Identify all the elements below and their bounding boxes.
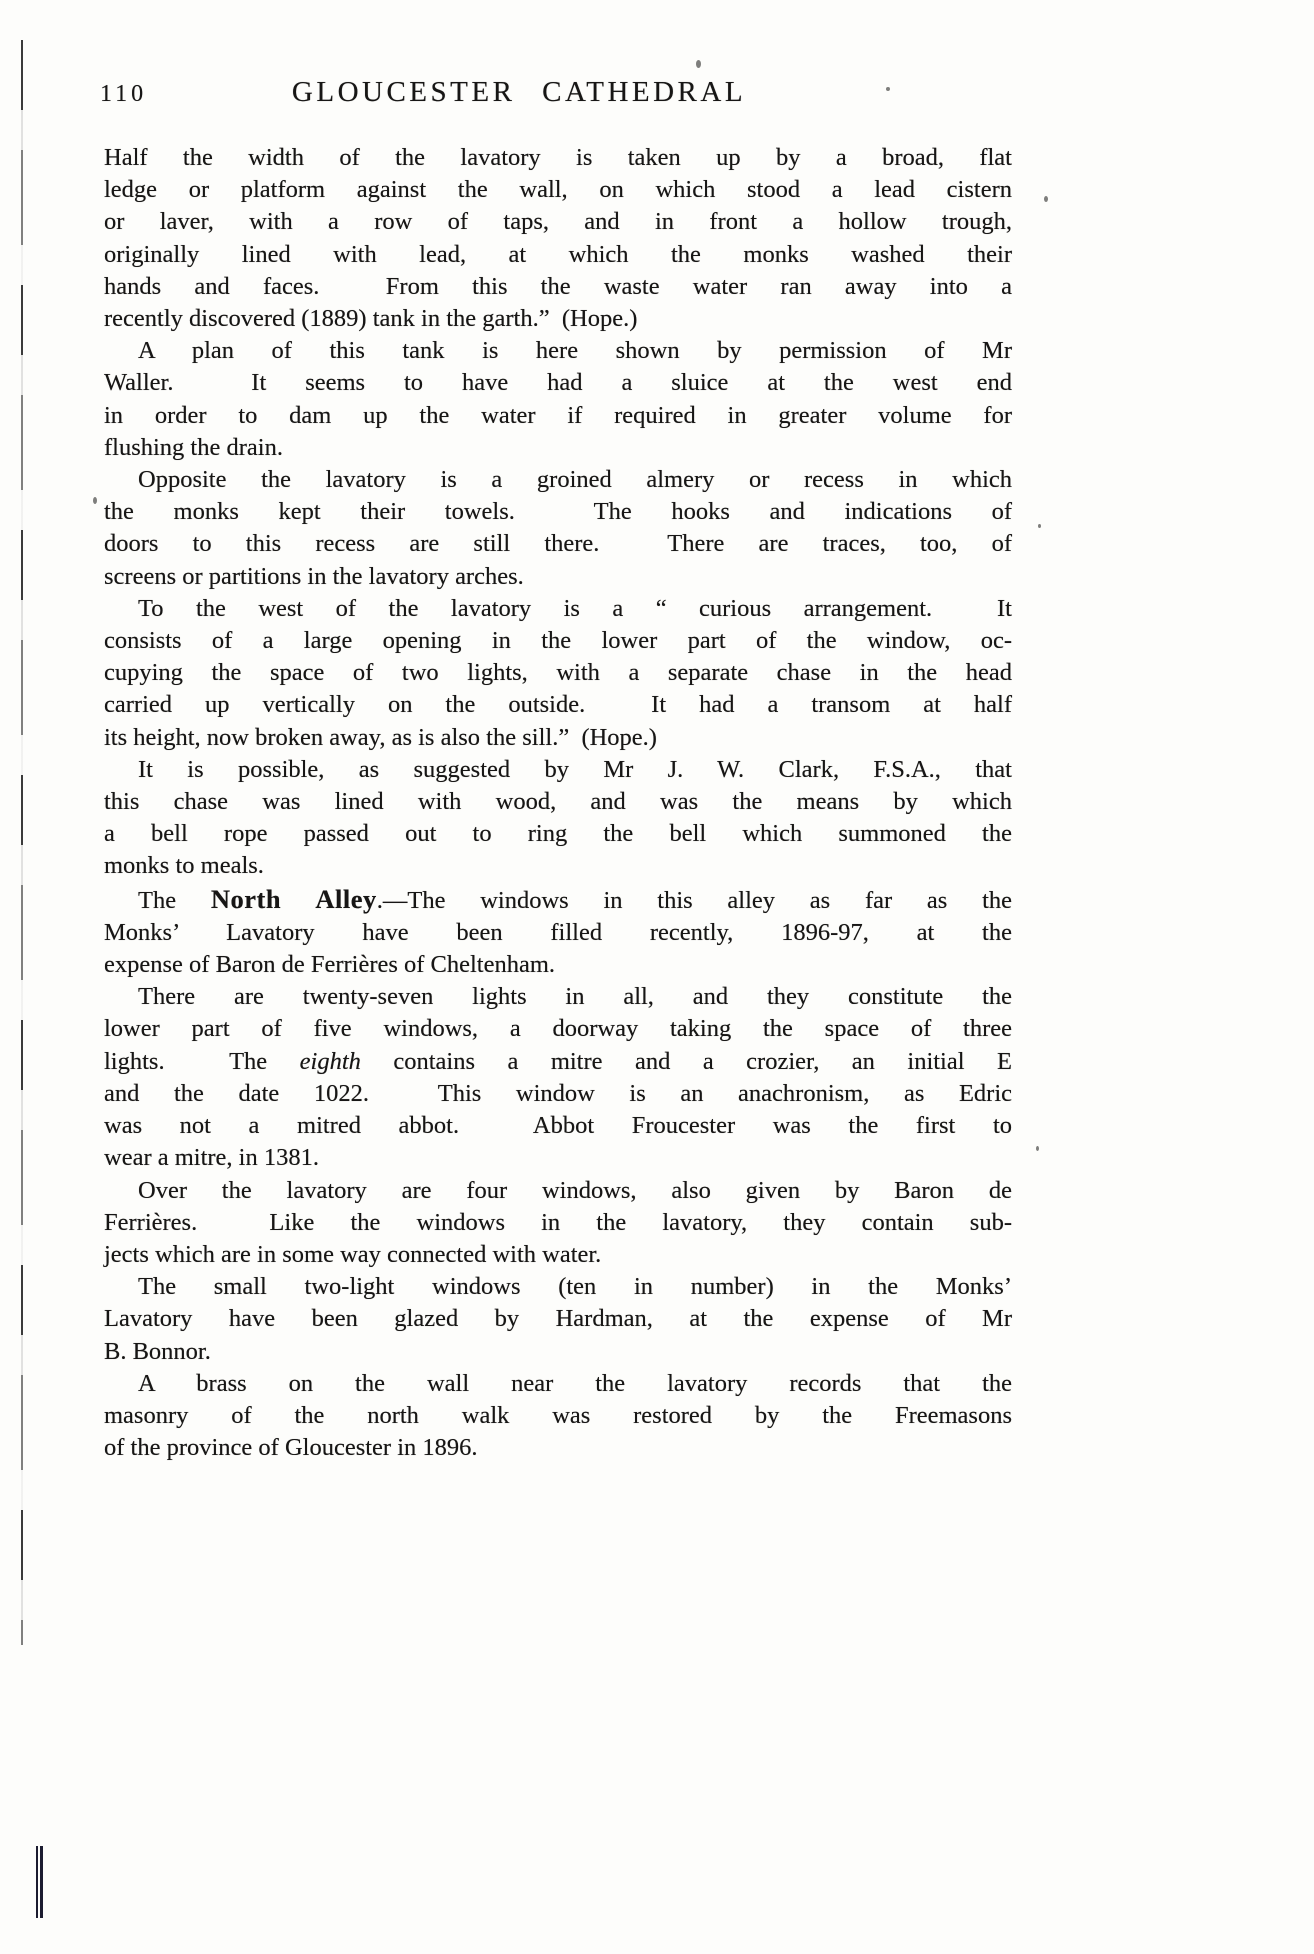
text-line xyxy=(104,496,1012,528)
text-line xyxy=(104,1271,1012,1303)
scan-speck xyxy=(1044,196,1048,202)
text-line xyxy=(104,142,1012,174)
text-line xyxy=(104,818,1012,850)
text-segment: doors to this recess are still there. There are traces, too, of xyxy=(104,530,1012,558)
text-line xyxy=(104,1175,1012,1207)
text-segment: The small two-light windows (ten in number) in the Monks’ xyxy=(138,1273,1012,1301)
text-line xyxy=(104,239,1012,271)
text-segment: expense of Baron de Ferrières of Cheltenham. xyxy=(104,951,556,979)
text-line xyxy=(104,303,1012,335)
text-segment: The xyxy=(138,886,211,914)
text-line xyxy=(104,1400,1012,1432)
text-segment: Opposite the lavatory is a groined almery or recess in which xyxy=(138,466,1012,494)
paragraph xyxy=(104,754,1012,883)
text-segment: and the date 1022. This window is an anachronism, as Edric xyxy=(104,1079,1012,1107)
text-line xyxy=(104,528,1012,560)
bold-text: North Alley xyxy=(210,883,377,914)
text-line xyxy=(104,981,1012,1013)
text-line xyxy=(104,335,1012,367)
text-segment: Half the width of the lavatory is taken up by a broad, flat xyxy=(104,144,1012,171)
text-segment: was not a mitred abbot. Abbot Froucester was the first to xyxy=(104,1112,1012,1140)
scan-speck xyxy=(93,497,97,504)
text-segment: .—The windows in this alley as far as the xyxy=(376,886,1013,914)
text-line xyxy=(104,1239,1012,1271)
text-segment: Lavatory have been glazed by Hardman, at the expense of Mr xyxy=(104,1305,1012,1333)
text-line xyxy=(104,850,1012,882)
text-segment: Ferrières. Like the windows in the lavatory, they contain sub- xyxy=(104,1208,1012,1236)
text-line xyxy=(104,271,1012,303)
running-title: GLOUCESTER CATHEDRAL xyxy=(291,76,747,108)
text-line xyxy=(104,689,1012,721)
text-line xyxy=(104,1432,1012,1464)
text-line xyxy=(104,464,1012,496)
text-segment: lights. The xyxy=(104,1047,300,1075)
text-segment: cupying the space of two lights, with a separate chase in the head xyxy=(104,659,1012,687)
text-segment: ledge or platform against the wall, on which stood a lead cistern xyxy=(104,176,1012,204)
text-segment: hands and faces. From this the waste water ran away into a xyxy=(104,272,1012,300)
text-line xyxy=(104,206,1012,238)
text-segment: jects which are in some way connected with water. xyxy=(104,1240,602,1268)
text-segment: Over the lavatory are four windows, also given by Baron de xyxy=(138,1176,1012,1204)
text-line xyxy=(104,1207,1012,1239)
paragraph xyxy=(104,593,1012,754)
text-line xyxy=(104,917,1012,949)
text-segment: this chase was lined with wood, and was the means by which xyxy=(104,788,1012,816)
scan-speck xyxy=(1038,524,1041,528)
italic-text: eighth xyxy=(299,1047,361,1075)
text-line xyxy=(104,1013,1012,1045)
text-segment: originally lined with lead, at which the monks washed their xyxy=(104,240,1012,268)
text-line xyxy=(104,561,1012,593)
scan-artifact-bottom-mark xyxy=(36,1846,43,1918)
text-line xyxy=(104,786,1012,818)
text-segment: B. Bonnor. xyxy=(104,1337,211,1365)
text-line xyxy=(104,625,1012,657)
text-line xyxy=(104,174,1012,206)
text-segment: contains a mitre and a crozier, an initial E xyxy=(360,1047,1012,1075)
text-line xyxy=(104,1110,1012,1142)
text-segment: Waller. It seems to have had a sluice at the west end xyxy=(104,369,1012,397)
text-line xyxy=(104,1046,1012,1078)
text-segment: Monks’ Lavatory have been filled recently, 1896-97, at the xyxy=(104,918,1012,946)
paragraph xyxy=(104,335,1012,464)
paragraph xyxy=(104,1175,1012,1272)
text-segment: There are twenty-seven lights in all, and they constitute the xyxy=(138,983,1012,1011)
text-line xyxy=(104,593,1012,625)
text-segment: carried up vertically on the outside. It had a transom at half xyxy=(104,691,1012,719)
paragraph xyxy=(104,142,1012,335)
text-line xyxy=(104,1303,1012,1335)
paragraph xyxy=(104,1271,1012,1368)
text-segment: A plan of this tank is here shown by permission of Mr xyxy=(138,337,1012,365)
scan-speck xyxy=(696,60,701,68)
scan-speck xyxy=(1036,1146,1039,1151)
page-number: 110 xyxy=(100,81,148,107)
scan-artifact-left-line xyxy=(21,40,23,1645)
text-segment: To the west of the lavatory is a “ curious arrangement. It xyxy=(138,594,1012,622)
text-line xyxy=(104,1078,1012,1110)
text-line xyxy=(104,949,1012,981)
page-header xyxy=(100,76,1012,116)
text-segment: It is possible, as suggested by Mr J. W. Clark, F.S.A., that xyxy=(138,755,1012,783)
text-line xyxy=(104,657,1012,689)
text-segment: lower part of five windows, a doorway taking the space of three xyxy=(104,1015,1012,1043)
text-segment: its height, now broken away, as is also the sill.” (Hope.) xyxy=(104,723,657,751)
text-segment: flushing the drain. xyxy=(104,433,283,461)
text-line xyxy=(104,1368,1012,1400)
text-line xyxy=(104,883,1012,917)
text-column xyxy=(104,142,1012,1464)
text-line xyxy=(104,1336,1012,1368)
text-segment: A brass on the wall near the lavatory records that the xyxy=(138,1369,1012,1397)
text-line xyxy=(104,432,1012,464)
text-line xyxy=(104,1142,1012,1174)
paragraph xyxy=(104,981,1012,1174)
text-segment: the monks kept their towels. The hooks and indications of xyxy=(104,498,1012,526)
paragraph xyxy=(104,1368,1012,1465)
text-segment: consists of a large opening in the lower part of the window, oc- xyxy=(104,627,1012,655)
text-line xyxy=(104,367,1012,399)
text-line xyxy=(104,754,1012,786)
text-segment: monks to meals. xyxy=(104,852,264,880)
text-segment: screens or partitions in the lavatory arches. xyxy=(104,562,524,590)
paragraph xyxy=(104,883,1012,982)
text-segment: a bell rope passed out to ring the bell which summoned the xyxy=(104,820,1012,848)
text-segment: wear a mitre, in 1381. xyxy=(104,1144,319,1172)
text-line xyxy=(104,722,1012,754)
paragraph xyxy=(104,464,1012,593)
text-segment: or laver, with a row of taps, and in front a hollow trough, xyxy=(104,208,1012,236)
text-segment: recently discovered (1889) tank in the garth.” (Hope.) xyxy=(104,305,638,333)
text-segment: of the province of Gloucester in 1896. xyxy=(104,1434,478,1462)
text-line xyxy=(104,400,1012,432)
text-segment: masonry of the north walk was restored by the Freemasons xyxy=(104,1401,1012,1429)
text-segment: in order to dam up the water if required in greater volume for xyxy=(104,401,1012,429)
